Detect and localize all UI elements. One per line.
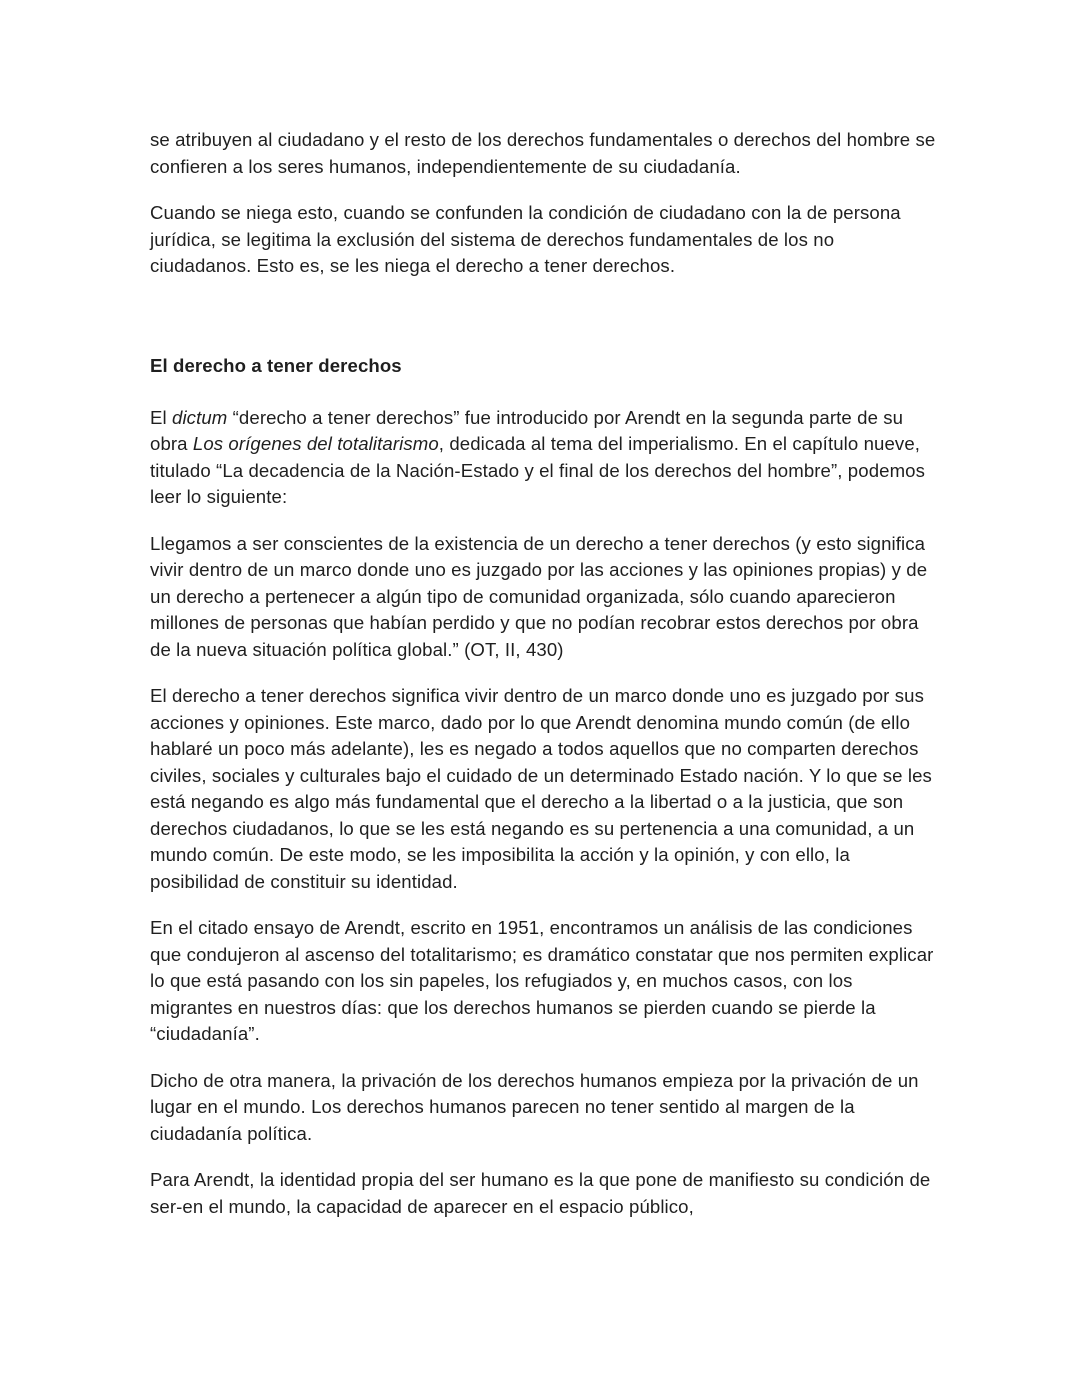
paragraph-privation: Dicho de otra manera, la privación de los derechos humanos empieza por la privación de un lugar en el mundo. Los derechos humanos parecen no tener sentido al margen de la ciudadanía política. [150, 1069, 919, 1144]
paragraph-negation: Cuando se niega esto, cuando se confunden la condición de ciudadano con la de persona jurídica, se legitima la exclusión del sistema de derechos fundamentales de los no ciudadanos. Esto es, se les niega el derecho a tener derechos. [150, 202, 901, 276]
dictum-text-a: El [150, 406, 172, 428]
book-title-italic: Los orígenes del totalitarismo [192, 433, 439, 454]
section-heading: El derecho a tener derechos [150, 354, 402, 376]
dictum-text-e: , dedicada al tema del imperialismo. En el capítulo nueve, titulado “La decadencia de la Nación-Estado y el final de los derechos del hombre”, podemos leer lo siguiente: [150, 433, 926, 507]
dictum-italic: dictum [172, 406, 228, 428]
document-page [150, 127, 940, 1240]
paragraph-dictum [150, 405, 940, 511]
paragraph-meaning: El derecho a tener derechos significa vivir dentro de un marco donde uno es juzgado por sus acciones y opiniones. Este marco, dado por lo que Arendt denomina mundo común (de ello hablaré un poco más adelante), les es negado a todos aquellos que no comparten derechos civiles, sociales y culturales bajo el cuidado de un determinado Estado nación. Y lo que se les está negando es algo más fundamental que el derecho a la libertad o a la justicia, que son derechos ciudadanos, lo que se les está negando es su pertenencia a una comunidad, a un mundo común. De este modo, se les imposibilita la acción y la opinión, y con ello, la posibilidad de constituir su identidad. [150, 685, 932, 892]
paragraph-continuation: se atribuyen al ciudadano y el resto de los derechos fundamentales o derechos del hombre se confieren a los seres humanos, independientemente de su ciudadanía. [150, 129, 936, 177]
dictum-text-c: “derecho a tener derechos” fue introducido por Arendt en la segunda parte de su obra [150, 406, 904, 454]
paragraph-essay: En el citado ensayo de Arendt, escrito en 1951, encontramos un análisis de las condiciones que condujeron al ascenso del totalitarismo; es dramático constatar que nos permiten explicar lo que está pasando con los sin papeles, los refugiados y, en muchos casos, con los migrantes en nuestros días: que los derechos humanos se pierden cuando se pierde la “ciudadanía”. [150, 917, 934, 1044]
paragraph-quote: Llegamos a ser conscientes de la existencia de un derecho a tener derechos (y esto significa vivir dentro de un marco donde uno es juzgado por las acciones y las opiniones propias) y de un derecho a pertenecer a algún tipo de comunidad organizada, sólo cuando aparecieron millones de personas que habían perdido y que no podían recobrar estos derechos por obra de la nueva situación política global.” (OT, II, 430) [150, 532, 928, 660]
paragraph-identity: Para Arendt, la identidad propia del ser humano es la que pone de manifiesto su condición de ser-en el mundo, la capacidad de aparecer en el espacio público, [150, 1169, 931, 1217]
